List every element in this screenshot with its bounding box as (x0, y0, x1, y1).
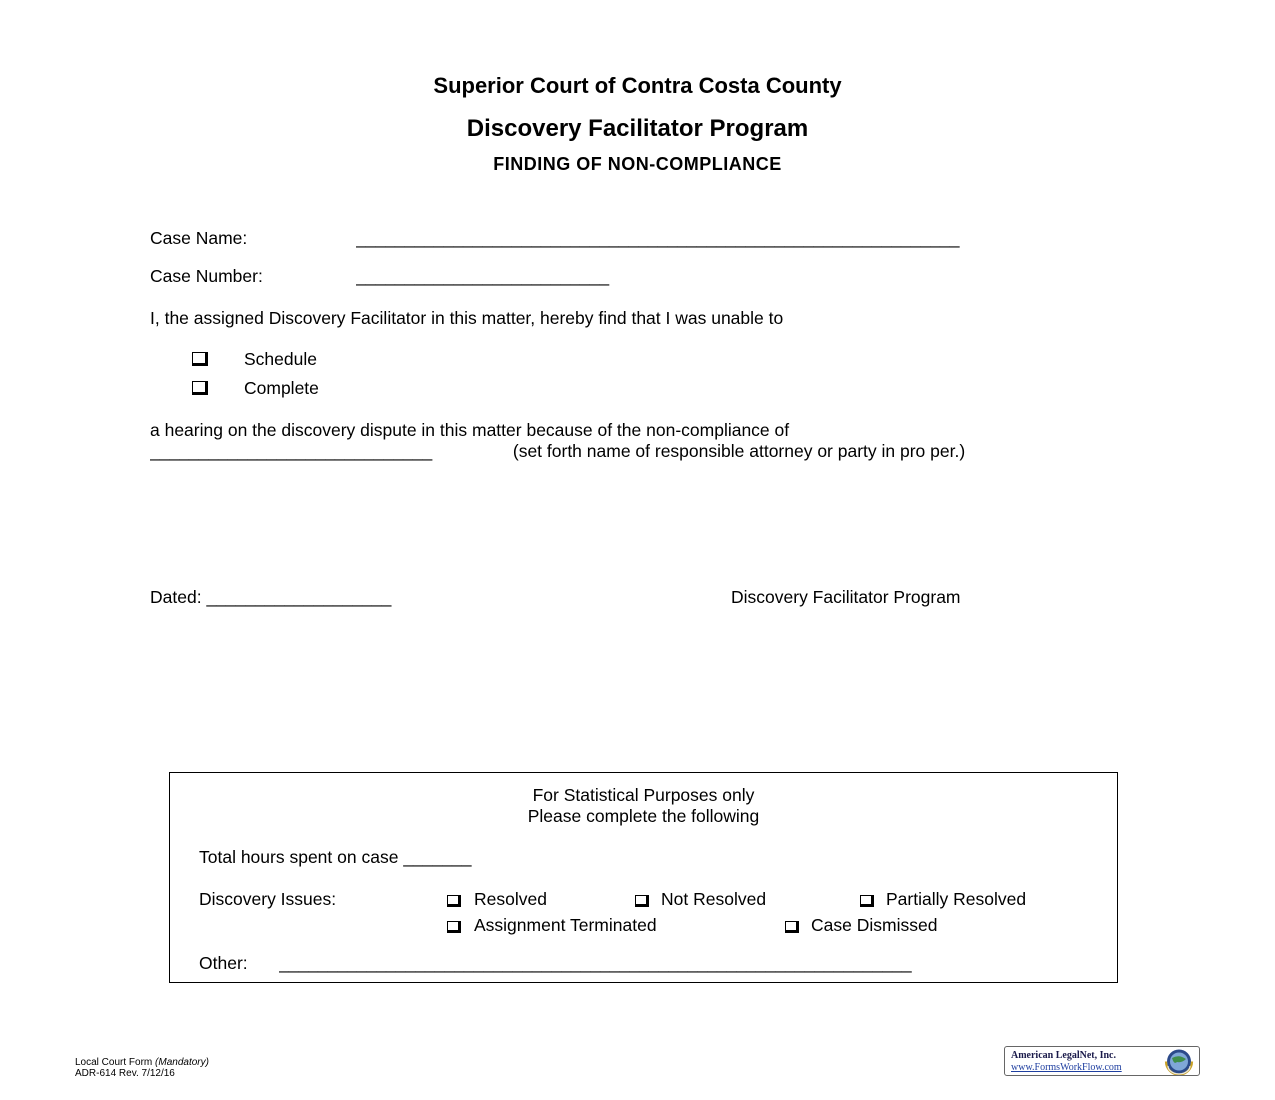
form-id: ADR-614 Rev. 7/12/16 (75, 1068, 175, 1079)
form-type-label: Local Court Form (75, 1057, 156, 1068)
checkbox-icon (192, 352, 208, 366)
discovery-issues-label: Discovery Issues: (199, 889, 337, 909)
responsible-party-instruction: (set forth name of responsible attorney or party in pro per.) (508, 441, 966, 461)
stats-instruction: Please complete the following (527, 806, 760, 826)
publisher-logo[interactable] (1004, 1046, 1200, 1076)
signature-program: Discovery Facilitator Program (731, 587, 961, 607)
stats-title: For Statistical Purposes only (532, 785, 755, 805)
publisher-url[interactable]: www.FormsWorkFlow.com (1011, 1062, 1122, 1073)
finding-intro: I, the assigned Discovery Facilitator in this matter, hereby find that I was unable to (150, 308, 784, 328)
schedule-label: Schedule (244, 349, 317, 369)
other-label: Other: (199, 953, 248, 973)
checkbox-icon (860, 895, 874, 907)
assignment-terminated-label: Assignment Terminated (474, 915, 657, 935)
form-subtitle: FINDING OF NON-COMPLIANCE (493, 154, 782, 174)
checkbox-icon (635, 895, 649, 907)
dated-label: Dated: (150, 587, 202, 607)
other-field[interactable]: _________________________________________________________________ (279, 953, 912, 973)
not-resolved-label: Not Resolved (661, 889, 767, 909)
resolved-label: Resolved (474, 889, 547, 909)
publisher-name: American LegalNet, Inc. (1011, 1050, 1116, 1061)
program-title: Discovery Facilitator Program (466, 115, 809, 142)
globe-icon (1160, 1048, 1198, 1075)
checkbox-icon (785, 921, 799, 933)
case-dismissed-checkbox[interactable] (785, 920, 799, 938)
case-name-label: Case Name: (150, 228, 248, 248)
not-resolved-checkbox[interactable] (635, 894, 649, 912)
case-number-field[interactable]: __________________________ (356, 266, 610, 286)
complete-label: Complete (244, 378, 319, 398)
complete-checkbox[interactable] (192, 381, 208, 400)
finding-statement: a hearing on the discovery dispute in this matter because of the non-compliance of (150, 420, 790, 440)
dated-field[interactable]: ___________________ (206, 587, 392, 607)
responsible-party-field[interactable]: _____________________________ (150, 441, 433, 461)
hours-field[interactable]: _______ (403, 847, 472, 867)
checkbox-icon (447, 895, 461, 907)
partially-resolved-label: Partially Resolved (886, 889, 1027, 909)
court-name: Superior Court of Contra Costa County (433, 73, 842, 98)
schedule-checkbox[interactable] (192, 352, 208, 371)
form-type (75, 1057, 209, 1068)
partially-resolved-checkbox[interactable] (860, 894, 874, 912)
case-name-field[interactable]: ______________________________________________________________ (356, 228, 960, 248)
mandatory-label: (Mandatory) (155, 1057, 209, 1068)
assignment-terminated-checkbox[interactable] (447, 920, 461, 938)
resolved-checkbox[interactable] (447, 894, 461, 912)
case-dismissed-label: Case Dismissed (811, 915, 938, 935)
checkbox-icon (447, 921, 461, 933)
case-number-label: Case Number: (150, 266, 263, 286)
statistics-box (169, 772, 1118, 983)
hours-label: Total hours spent on case (199, 847, 399, 867)
checkbox-icon (192, 381, 208, 395)
